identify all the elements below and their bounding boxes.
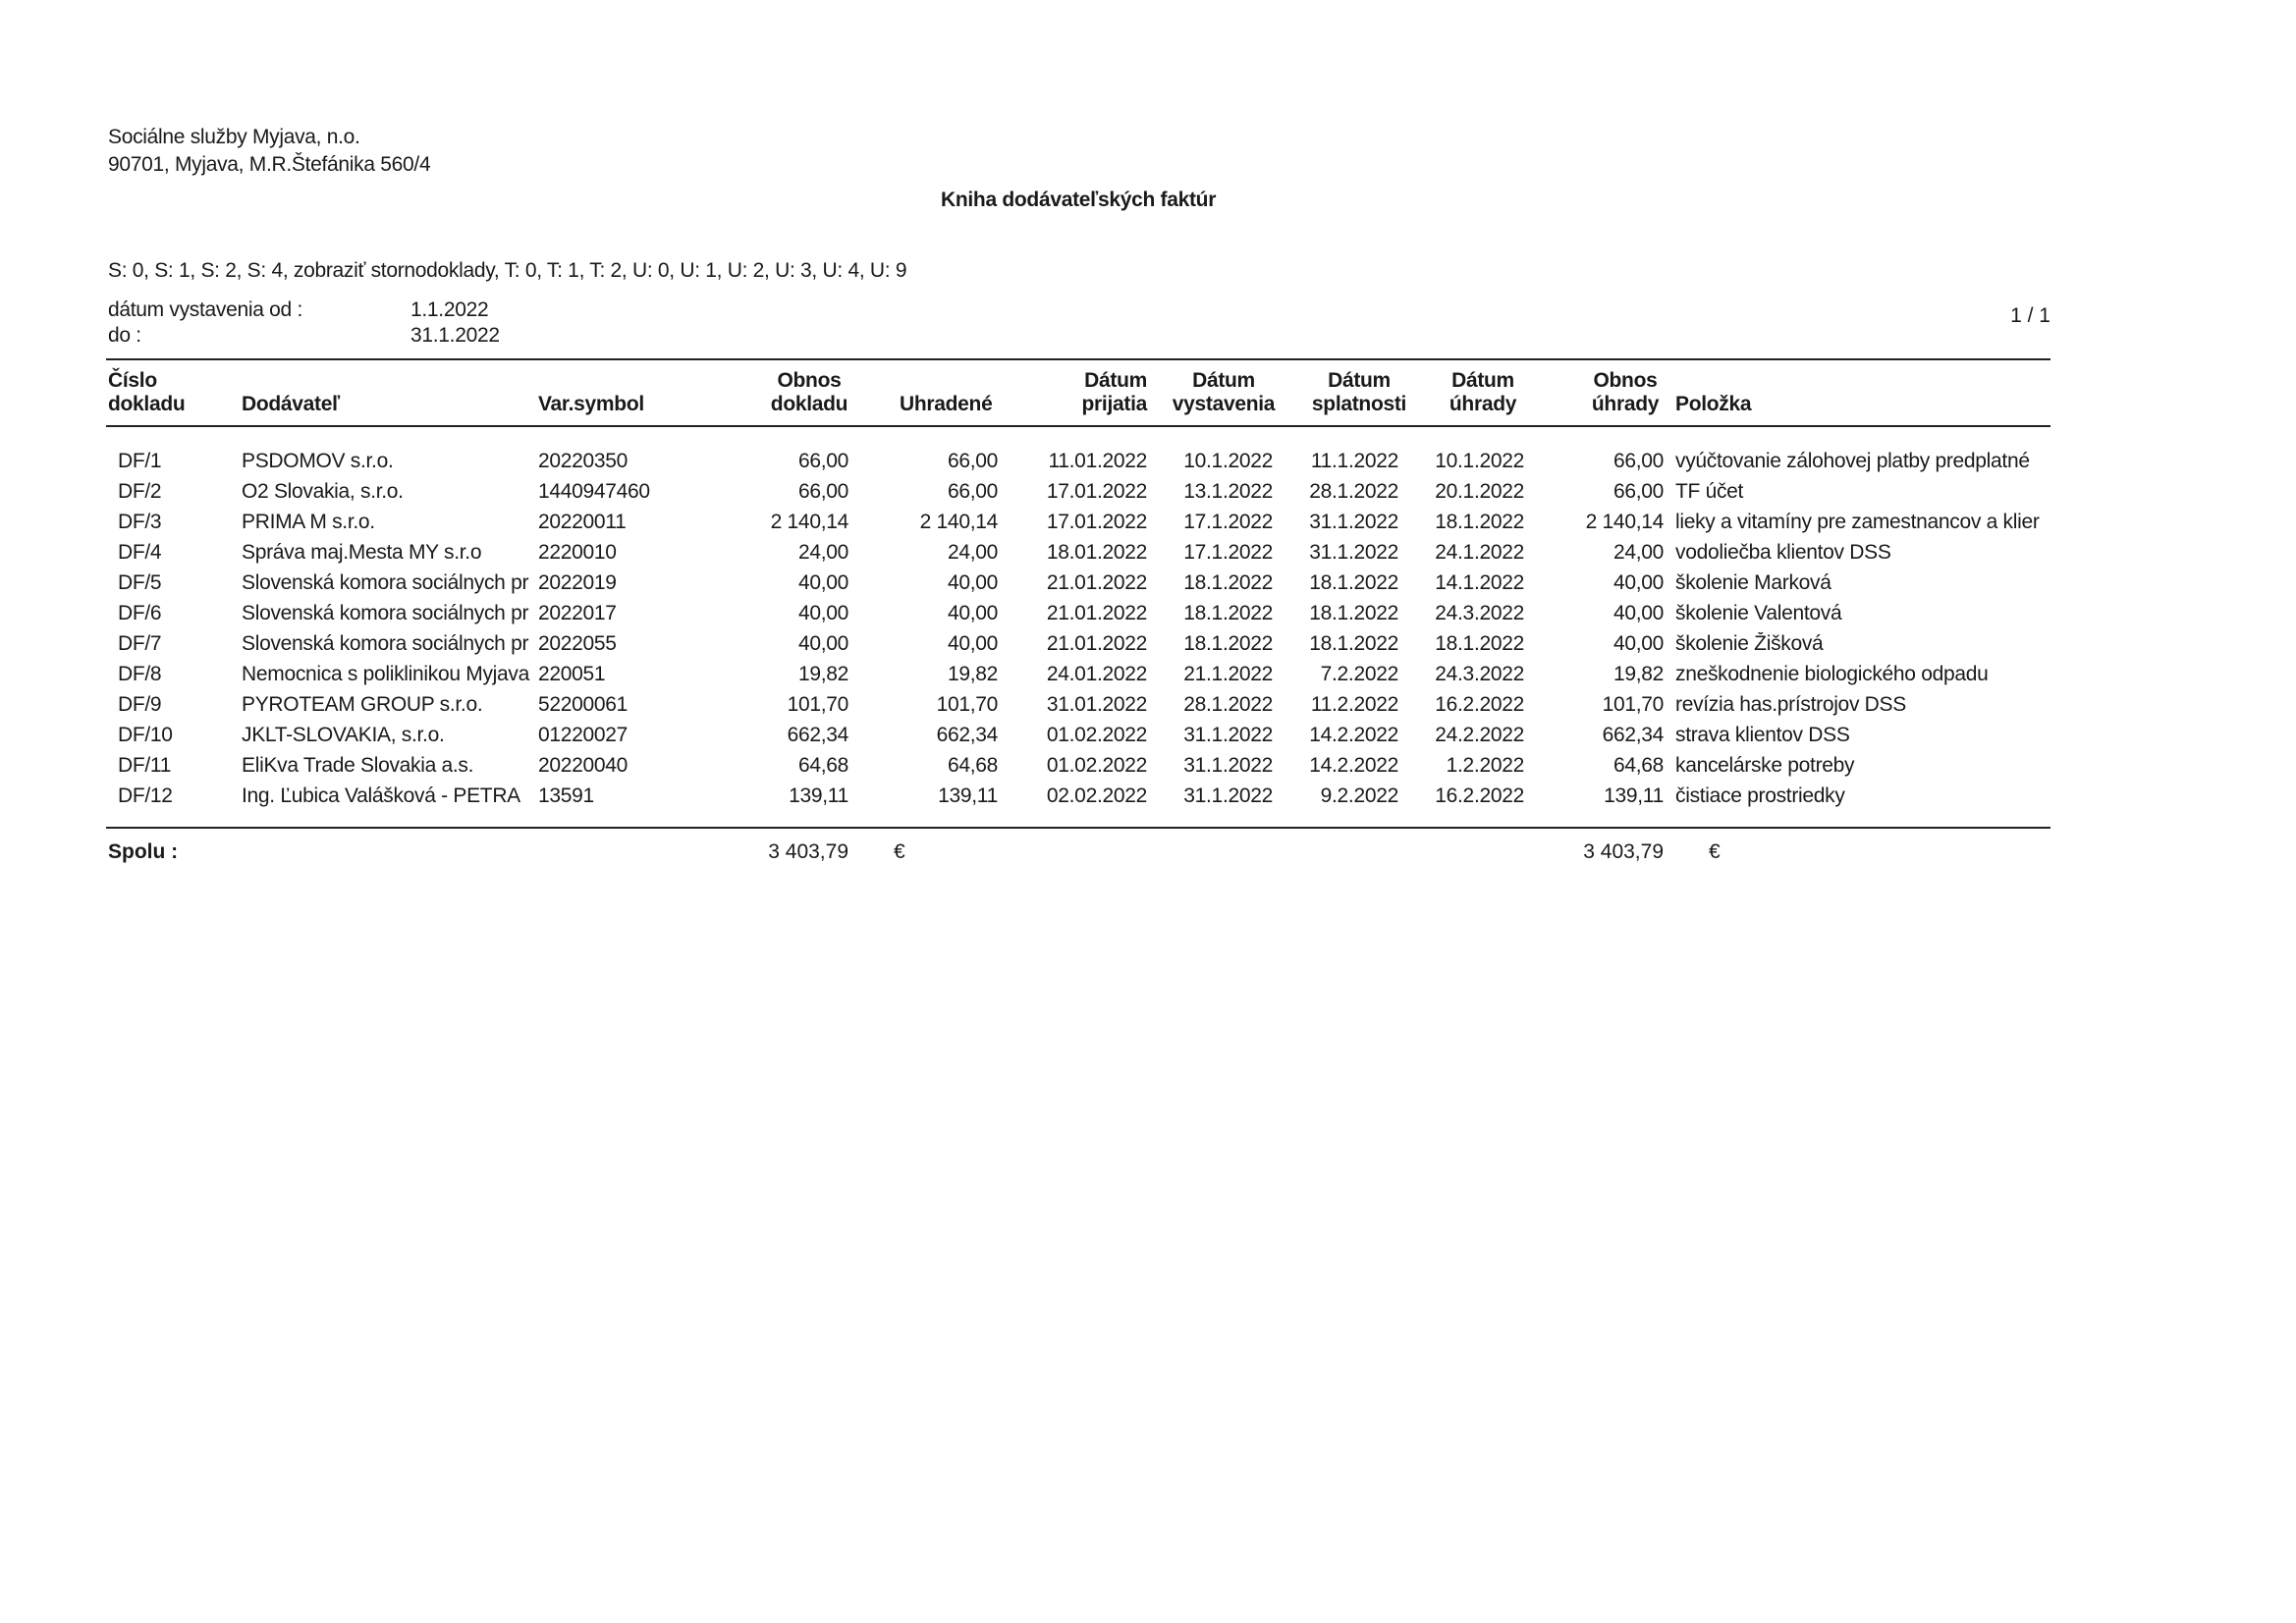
doc-number: DF/11 [118,754,172,777]
var-symbol: 13591 [538,784,594,807]
item-description: vodoliečba klientov DSS [1675,541,1891,564]
item-description: revízia has.prístrojov DSS [1675,693,1906,716]
column-header-received-date: Dátum prijatia [1081,369,1147,415]
doc-amount: 40,00 [797,602,848,624]
due-date: 11.2.2022 [1310,693,1398,716]
issued-date: 18.1.2022 [1183,632,1273,655]
item-description: TF účet [1675,480,1744,503]
payment-amount: 662,34 [1602,724,1664,746]
supplier: Slovenská komora sociálnych pr [242,602,529,624]
column-header-due-date: Dátum splatnosti [1311,369,1407,415]
date-from-label: dátum vystavenia od : [108,298,302,321]
supplier: PSDOMOV s.r.o. [242,450,394,472]
doc-number: DF/3 [118,511,162,533]
payment-amount: 139,11 [1604,784,1664,807]
payment-date: 18.1.2022 [1435,632,1524,655]
due-date: 18.1.2022 [1309,571,1398,594]
item-description: školenie Valentová [1675,602,1842,624]
doc-amount: 2 140,14 [770,511,848,533]
received-date: 21.01.2022 [1046,602,1147,624]
item-description: školenie Marková [1675,571,1831,594]
date-from-value: 1.1.2022 [410,298,489,321]
payment-amount: 2 140,14 [1585,511,1664,533]
totals-payment-amount: 3 403,79 [1583,840,1664,863]
paid-amount: 40,00 [947,571,998,594]
doc-amount: 139,11 [789,784,848,807]
var-symbol: 220051 [538,663,606,685]
issued-date: 28.1.2022 [1183,693,1273,716]
supplier: EliKva Trade Slovakia a.s. [242,754,474,777]
var-symbol: 20220040 [538,754,629,777]
supplier: PYROTEAM GROUP s.r.o. [242,693,483,716]
supplier: Nemocnica s poliklinikou Myjava [242,663,529,685]
issued-date: 31.1.2022 [1183,754,1273,777]
var-symbol: 20220350 [538,450,629,472]
column-header-issued-date: Dátum vystavenia [1172,369,1276,415]
payment-date: 14.1.2022 [1435,571,1524,594]
supplier: Slovenská komora sociálnych pr [242,571,529,594]
payment-amount: 40,00 [1613,602,1664,624]
table-row [0,724,2296,754]
table-row [0,693,2296,724]
doc-number: DF/2 [118,480,162,503]
received-date: 01.02.2022 [1046,724,1147,746]
paid-amount: 139,11 [938,784,998,807]
totals-currency: € [894,840,905,863]
payment-amount: 24,00 [1613,541,1664,564]
payment-amount: 40,00 [1613,571,1664,594]
doc-number: DF/6 [118,602,162,624]
var-symbol: 52200061 [538,693,629,716]
due-date: 18.1.2022 [1309,602,1398,624]
var-symbol: 2022019 [538,571,617,594]
header-top-divider [106,358,2050,360]
var-symbol: 01220027 [538,724,629,746]
payment-amount: 40,00 [1613,632,1664,655]
doc-number: DF/8 [118,663,162,685]
totals-divider [106,827,2050,829]
item-description: čistiace prostriedky [1675,784,1845,807]
issued-date: 18.1.2022 [1183,602,1273,624]
issued-date: 31.1.2022 [1183,724,1273,746]
table-row [0,754,2296,784]
payment-amount: 101,70 [1602,693,1664,716]
column-header-var-symbol: Var.symbol [538,393,644,415]
item-description: kancelárske potreby [1675,754,1855,777]
payment-date: 16.2.2022 [1435,693,1524,716]
issued-date: 18.1.2022 [1183,571,1273,594]
column-header-payment-amount: Obnos úhrady [1591,369,1660,415]
received-date: 02.02.2022 [1046,784,1147,807]
totals-label: Spolu : [108,840,179,863]
paid-amount: 101,70 [936,693,998,716]
table-row [0,632,2296,663]
doc-amount: 19,82 [797,663,848,685]
var-symbol: 2022017 [538,602,617,624]
item-description: zneškodnenie biologického odpadu [1675,663,1989,685]
due-date: 31.1.2022 [1309,511,1398,533]
issued-date: 17.1.2022 [1183,511,1273,533]
document-title: Kniha dodávateľských faktúr [941,189,1217,211]
payment-date: 10.1.2022 [1435,450,1524,472]
payment-amount: 64,68 [1613,754,1664,777]
totals-amount: 3 403,79 [768,840,848,863]
table-row [0,541,2296,571]
received-date: 17.01.2022 [1046,480,1147,503]
payment-amount: 66,00 [1613,480,1664,503]
doc-amount: 66,00 [797,450,848,472]
due-date: 18.1.2022 [1309,632,1398,655]
doc-amount: 40,00 [797,571,848,594]
column-header-paid: Uhradené [900,393,993,415]
payment-amount: 66,00 [1613,450,1664,472]
payment-date: 24.1.2022 [1435,541,1524,564]
table-row [0,602,2296,632]
supplier: O2 Slovakia, s.r.o. [242,480,404,503]
table-row [0,511,2296,541]
paid-amount: 66,00 [947,450,998,472]
paid-amount: 40,00 [947,602,998,624]
supplier: Ing. Ľubica Valášková - PETRA [242,784,520,807]
issued-date: 13.1.2022 [1183,480,1273,503]
supplier: Správa maj.Mesta MY s.r.o [242,541,482,564]
due-date: 14.2.2022 [1309,724,1398,746]
doc-number: DF/5 [118,571,162,594]
filter-criteria: S: 0, S: 1, S: 2, S: 4, zobraziť stornodoklady, T: 0, T: 1, T: 2, U: 0, U: 1, U: 2, U: 3, U: 4, U: 9 [108,259,907,282]
doc-amount: 24,00 [797,541,848,564]
due-date: 11.1.2022 [1310,450,1398,472]
table-row [0,450,2296,480]
var-symbol: 20220011 [538,511,627,533]
header-bottom-divider [106,425,2050,427]
var-symbol: 1440947460 [538,480,650,503]
table-row [0,784,2296,815]
doc-amount: 66,00 [797,480,848,503]
payment-date: 1.2.2022 [1446,754,1524,777]
received-date: 17.01.2022 [1046,511,1147,533]
due-date: 9.2.2022 [1320,784,1398,807]
paid-amount: 19,82 [947,663,998,685]
received-date: 21.01.2022 [1046,632,1147,655]
due-date: 31.1.2022 [1309,541,1398,564]
table-row [0,480,2296,511]
doc-number: DF/4 [118,541,162,564]
supplier: PRIMA M s.r.o. [242,511,375,533]
received-date: 01.02.2022 [1046,754,1147,777]
doc-number: DF/1 [118,450,162,472]
paid-amount: 24,00 [947,541,998,564]
doc-number: DF/10 [118,724,173,746]
issued-date: 10.1.2022 [1183,450,1273,472]
paid-amount: 64,68 [947,754,998,777]
supplier: Slovenská komora sociálnych pr [242,632,529,655]
issued-date: 31.1.2022 [1183,784,1273,807]
item-description: vyúčtovanie zálohovej platby predplatné [1675,450,2030,472]
issued-date: 17.1.2022 [1183,541,1273,564]
totals-payment-currency: € [1709,840,1721,863]
payment-date: 20.1.2022 [1435,480,1524,503]
page-number: 1 / 1 [2010,304,2050,327]
column-header-doc: Číslo dokladu [108,369,186,415]
column-header-amount: Obnos dokladu [770,369,848,415]
doc-number: DF/12 [118,784,173,807]
received-date: 11.01.2022 [1048,450,1147,472]
column-header-payment-date: Dátum úhrady [1449,369,1517,415]
doc-amount: 40,00 [797,632,848,655]
paid-amount: 662,34 [936,724,998,746]
item-description: lieky a vitamíny pre zamestnancov a klier [1675,511,2040,533]
doc-amount: 662,34 [787,724,848,746]
payment-date: 16.2.2022 [1435,784,1524,807]
doc-number: DF/7 [118,632,162,655]
payment-date: 24.3.2022 [1435,663,1524,685]
date-to-value: 31.1.2022 [410,324,500,347]
due-date: 28.1.2022 [1309,480,1398,503]
var-symbol: 2220010 [538,541,617,564]
item-description: strava klientov DSS [1675,724,1850,746]
doc-amount: 64,68 [797,754,848,777]
doc-amount: 101,70 [787,693,848,716]
payment-date: 24.2.2022 [1435,724,1524,746]
table-row [0,571,2296,602]
var-symbol: 2022055 [538,632,617,655]
received-date: 18.01.2022 [1046,541,1147,564]
payment-date: 18.1.2022 [1435,511,1524,533]
organization-address: 90701, Myjava, M.R.Štefánika 560/4 [108,153,431,176]
due-date: 7.2.2022 [1320,663,1398,685]
doc-number: DF/9 [118,693,162,716]
organization-name: Sociálne služby Myjava, n.o. [108,126,360,148]
date-to-label: do : [108,324,141,347]
payment-amount: 19,82 [1613,663,1664,685]
column-header-supplier: Dodávateľ [242,393,340,415]
item-description: školenie Žišková [1675,632,1824,655]
paid-amount: 66,00 [947,480,998,503]
payment-date: 24.3.2022 [1435,602,1524,624]
received-date: 31.01.2022 [1046,693,1147,716]
paid-amount: 2 140,14 [919,511,998,533]
paid-amount: 40,00 [947,632,998,655]
issued-date: 21.1.2022 [1183,663,1273,685]
table-row [0,663,2296,693]
supplier: JKLT-SLOVAKIA, s.r.o. [242,724,445,746]
due-date: 14.2.2022 [1309,754,1398,777]
received-date: 24.01.2022 [1046,663,1147,685]
received-date: 21.01.2022 [1046,571,1147,594]
column-header-item: Položka [1675,393,1752,415]
